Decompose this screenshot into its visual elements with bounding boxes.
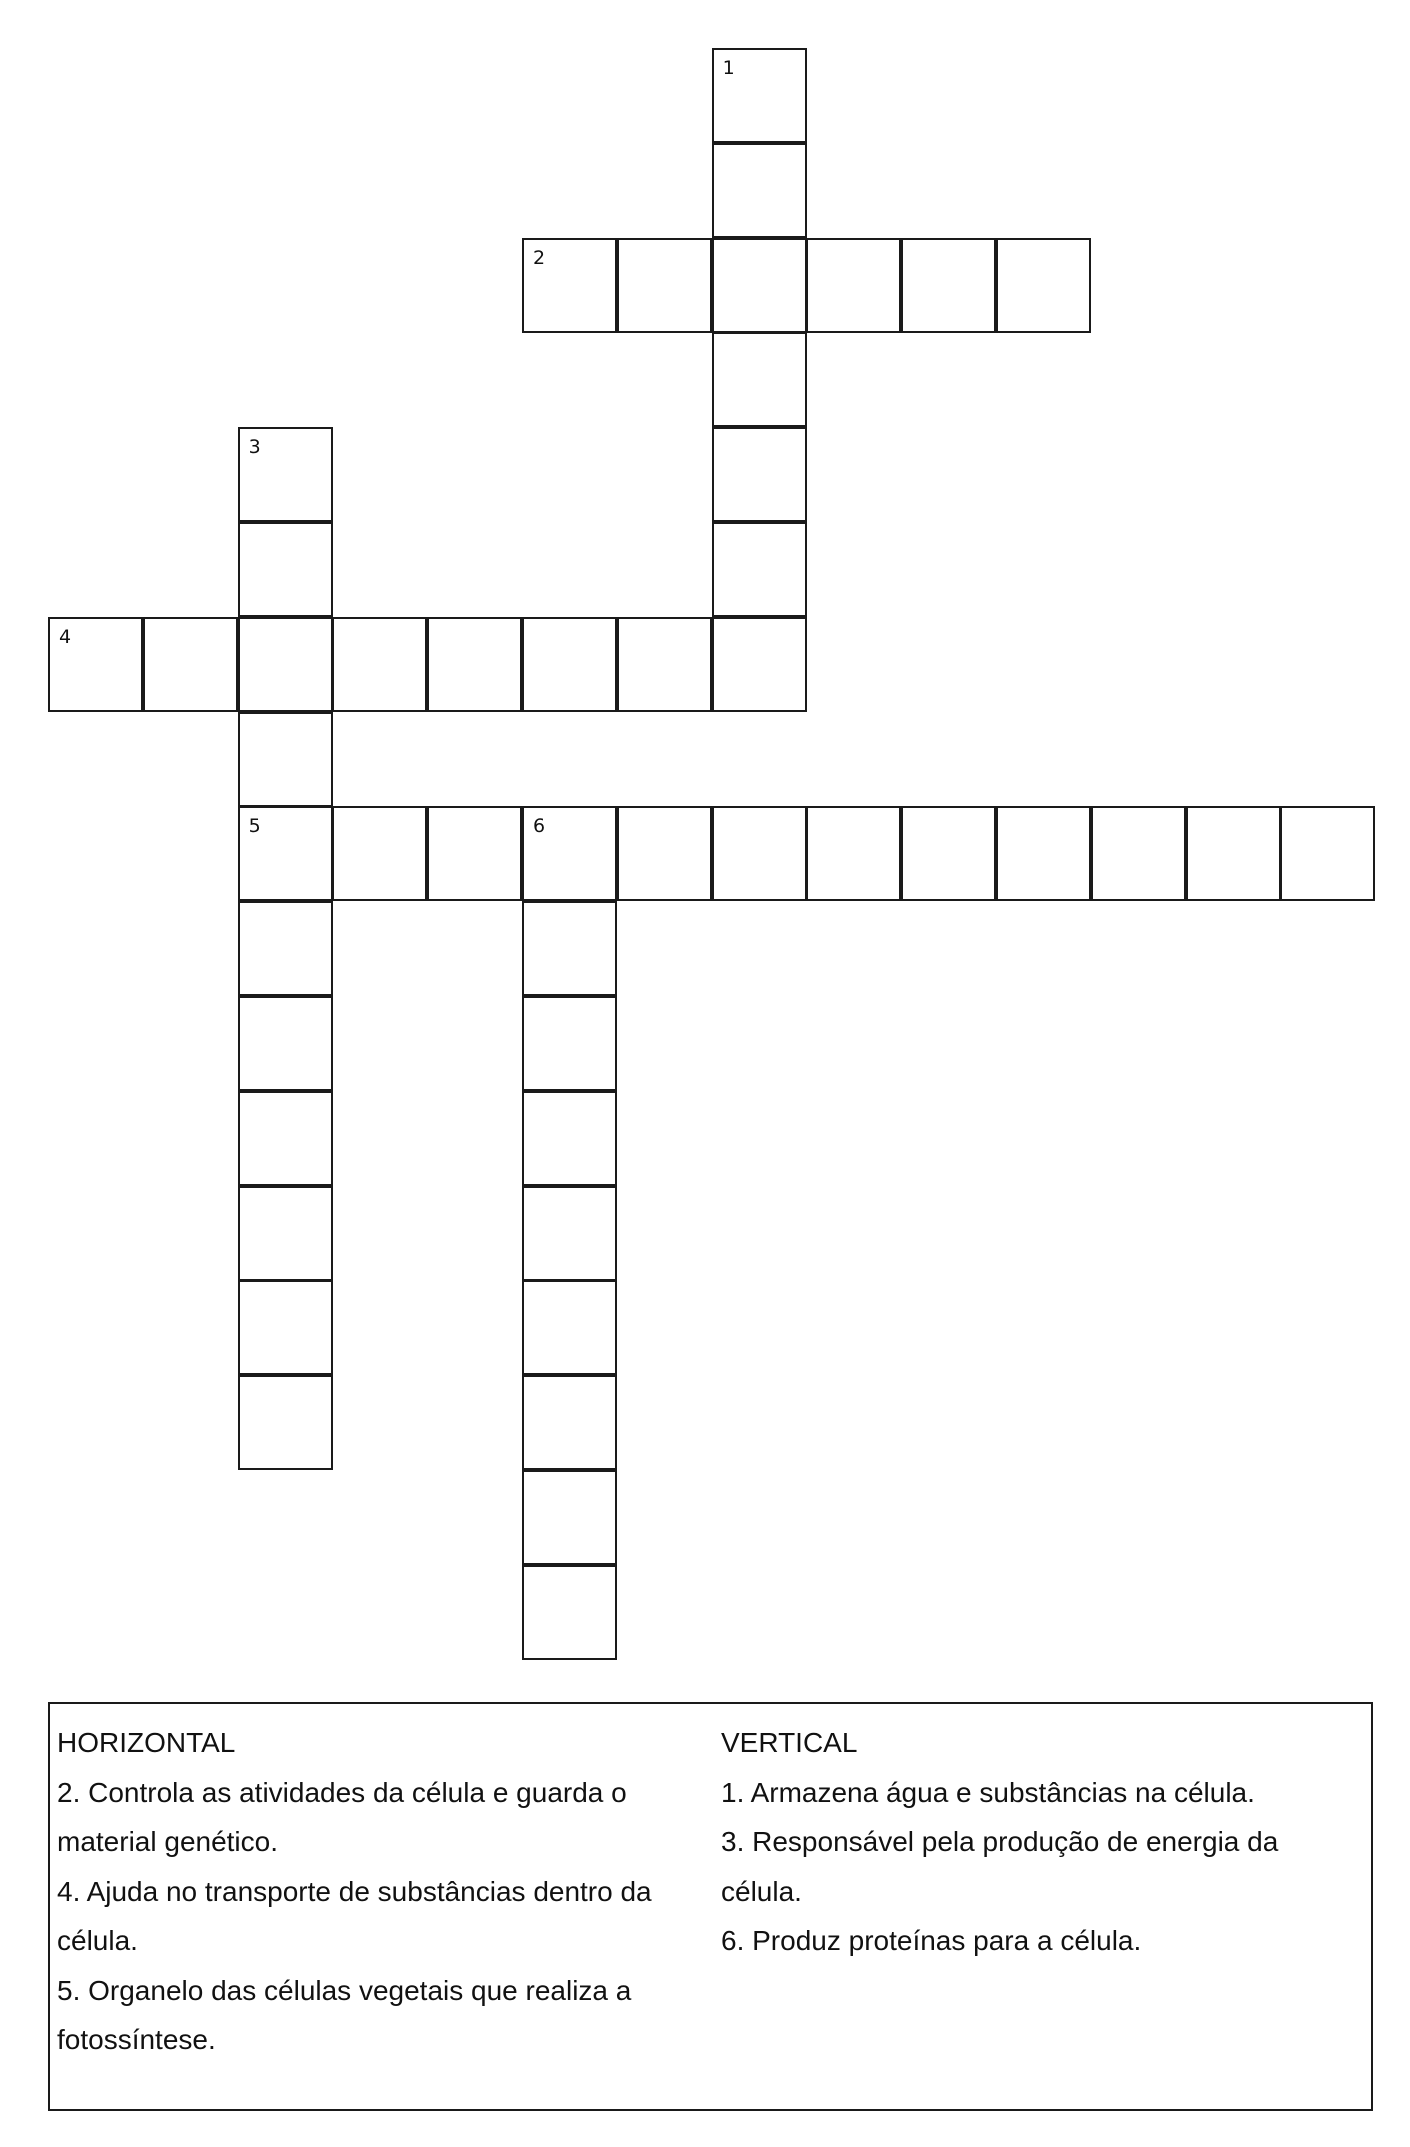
crossword-cell[interactable] <box>238 617 333 712</box>
crossword-cell[interactable] <box>238 1375 333 1470</box>
crossword-cell[interactable] <box>617 806 712 901</box>
vertical-clues <box>721 1718 1341 1966</box>
crossword-cell[interactable] <box>522 238 617 333</box>
crossword-cell[interactable] <box>522 1091 617 1186</box>
crossword-cell[interactable] <box>238 996 333 1091</box>
crossword-cell[interactable] <box>522 1186 617 1281</box>
crossword-cell[interactable] <box>522 996 617 1091</box>
crossword-cell[interactable] <box>617 238 712 333</box>
crossword-cell[interactable] <box>522 1470 617 1565</box>
crossword-cell[interactable] <box>1186 806 1281 901</box>
crossword-cell[interactable] <box>427 806 522 901</box>
clue-vertical-1: 1. Armazena água e substâncias na célula. <box>721 1776 1255 1808</box>
crossword-cell[interactable] <box>712 427 807 522</box>
horizontal-clues <box>57 1718 682 2065</box>
crossword-cell[interactable] <box>143 617 238 712</box>
clue-number: 4 <box>59 625 72 648</box>
crossword-cell[interactable] <box>522 901 617 996</box>
crossword-cell[interactable] <box>332 806 427 901</box>
crossword-cell[interactable] <box>901 806 996 901</box>
crossword-cell[interactable] <box>617 617 712 712</box>
crossword-cell[interactable] <box>712 48 807 143</box>
vertical-heading: VERTICAL <box>721 1727 858 1758</box>
clue-number: 1 <box>722 57 735 79</box>
crossword-cell[interactable] <box>901 238 996 333</box>
crossword-cell[interactable] <box>238 901 333 996</box>
clue-number: 5 <box>248 815 261 838</box>
crossword-cell[interactable] <box>1091 806 1186 901</box>
clue-horizontal-2: 2. Controla as atividades da célula e guarda o material genético. <box>57 1776 627 1857</box>
crossword-cell[interactable] <box>48 617 143 712</box>
clue-vertical-6: 6. Produz proteínas para a célula. <box>721 1925 1142 1956</box>
crossword-cell[interactable] <box>238 1091 333 1186</box>
crossword-cell[interactable] <box>996 806 1091 901</box>
clue-number: 2 <box>533 246 546 269</box>
crossword-cell[interactable] <box>712 143 807 238</box>
crossword-cell[interactable] <box>1280 806 1375 901</box>
crossword-cell[interactable] <box>238 1186 333 1281</box>
crossword-cell[interactable] <box>712 238 807 333</box>
clue-vertical-3: 3. Responsável pela produção de energia da célula. <box>721 1826 1279 1907</box>
crossword-cell[interactable] <box>806 806 901 901</box>
clue-horizontal-4: 4. Ajuda no transporte de substâncias dentro da célula. <box>57 1875 652 1956</box>
crossword-cell[interactable] <box>712 332 807 427</box>
crossword-cell[interactable] <box>522 1565 617 1660</box>
crossword-cell[interactable] <box>806 238 901 333</box>
clue-number: 6 <box>533 815 546 838</box>
crossword-cell[interactable] <box>238 806 333 901</box>
crossword-cell[interactable] <box>332 617 427 712</box>
clue-horizontal-5: 5. Organelo das células vegetais que realiza a fotossíntese. <box>57 1974 632 2055</box>
crossword-cell[interactable] <box>996 238 1091 333</box>
crossword-cell[interactable] <box>238 522 333 617</box>
crossword-cell[interactable] <box>238 427 333 522</box>
crossword-cell[interactable] <box>522 1280 617 1375</box>
crossword-cell[interactable] <box>522 1375 617 1470</box>
crossword-cell[interactable] <box>712 522 807 617</box>
crossword-cell[interactable] <box>427 617 522 712</box>
clues-box <box>48 1702 1373 2111</box>
clue-number: 3 <box>248 436 261 459</box>
horizontal-heading: HORIZONTAL <box>57 1727 236 1758</box>
crossword-cell[interactable] <box>522 806 617 901</box>
crossword-cell[interactable] <box>712 617 807 712</box>
crossword-cell[interactable] <box>522 617 617 712</box>
crossword-cell[interactable] <box>238 712 333 807</box>
crossword-cell[interactable] <box>712 806 807 901</box>
crossword-cell[interactable] <box>238 1280 333 1375</box>
